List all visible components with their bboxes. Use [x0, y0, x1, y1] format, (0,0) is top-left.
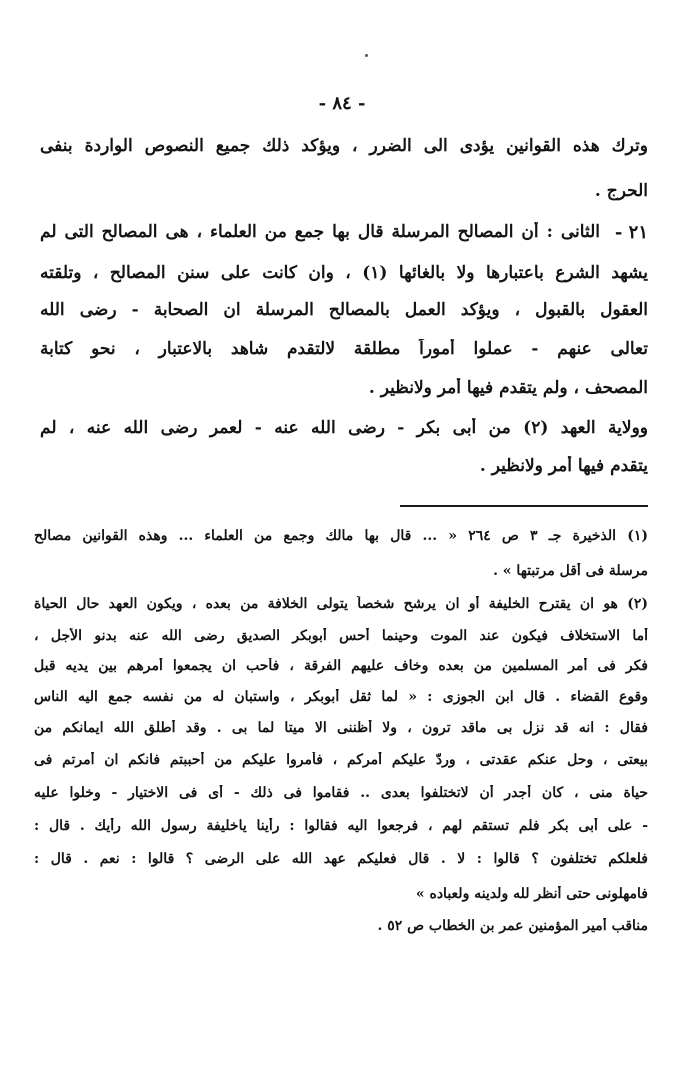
body-line: يتقدم فيها أمر ولانظير . — [479, 456, 648, 476]
body-line: الثانى : أن المصالح المرسلة قال بها جمع من العلماء ، هى المصالح التى لم — [40, 222, 600, 242]
footnote-line: (٢) هو ان يقترح الخليفة أو ان يرشح شخصاً يتولى الخلافة من بعده ، ويكون العهد حال الحياة — [34, 596, 648, 612]
footnote-separator — [400, 505, 648, 507]
body-line: وولاية العهد (٢) من أبى بكر - رضى الله عنه - لعمر رضى الله عنه ، لم — [40, 418, 648, 438]
footnote-line: مرسلة فى أقل مرتبتها » . — [493, 563, 648, 579]
footnote-line: وقوع القضاء . قال ابن الجوزى : « لما ثقل أبوبكر ، واستبان له من نفسه جمع اليه الناس — [34, 689, 648, 705]
body-line: تعالى عنهم - عملوا أموراً مطلقة لالتقدم شاهد بالاعتبار ، نحو كتابة — [40, 339, 648, 359]
footnote-line: (١) الذخيرة جـ ٣ ص ٢٦٤ « ... قال بها مالك وجمع من العلماء ... وهذه القوانين مصالح — [34, 528, 648, 544]
body-line: الحرج . — [594, 181, 648, 201]
page-dot-mark — [365, 54, 368, 57]
footnote-line: - على أبى بكر فلم تستقم لهم ، فرجعوا اليه فقالوا : رأينا ياخليفة رسول الله رأيك . قال : — [34, 818, 648, 834]
body-line: وترك هذه القوانين يؤدى الى الضرر ، ويؤكد ذلك جميع النصوص الواردة بنفى — [40, 136, 648, 156]
footnote-line: فكر فى أمر المسلمين من بعده وخاف عليهم الفرقة ، فأحب ان يجمعوا أمرهم بين يديه قبل — [34, 658, 648, 674]
body-line: العقول بالقبول ، ويؤكد العمل بالمصالح المرسلة ان الصحابة - رضى الله — [40, 300, 648, 320]
body-line: يشهد الشرع باعتبارها ولا بالغائها (١) ، وان كانت على سنن المصالح ، وتلقته — [40, 263, 648, 283]
footnote-line: مناقب أمير المؤمنين عمر بن الخطاب ص ٥٢ . — [377, 918, 648, 934]
footnote-line: فلعلكم تختلفون ؟ قالوا : لا . قال فعليكم عهد الله على الرضى ؟ قالوا : نعم . قال : — [34, 851, 648, 867]
body-line: المصحف ، ولم يتقدم فيها أمر ولانظير . — [368, 378, 648, 398]
footnote-line: فقال : انه قد نزل بى ماقد ترون ، ولا أظننى الا ميتا لما بى . وقد أطلق الله ايمانكم من — [34, 720, 648, 736]
item-number: ٢١ - — [614, 222, 648, 243]
page-number: - ٨٤ - — [318, 93, 366, 114]
footnote-line: أما الاستخلاف فيكون عند الموت وحينما أحس أبوبكر الصديق رضى الله عنه بدنو الأجل ، — [34, 628, 648, 644]
footnote-line: بيعتى ، وحل عنكم عقدتى ، وردّ عليكم أمركم ، فأمروا عليكم من أحببتم فانكم ان أمرتم فى — [34, 752, 648, 768]
footnote-line: فامهلونى حتى أنظر لله ولدينه ولعباده » — [415, 886, 648, 902]
footnote-line: حياة منى ، كان أجدر أن لاتختلفوا بعدى .. فقاموا فى ذلك - أى فى الاختيار - وخلوا عليه — [34, 785, 648, 801]
